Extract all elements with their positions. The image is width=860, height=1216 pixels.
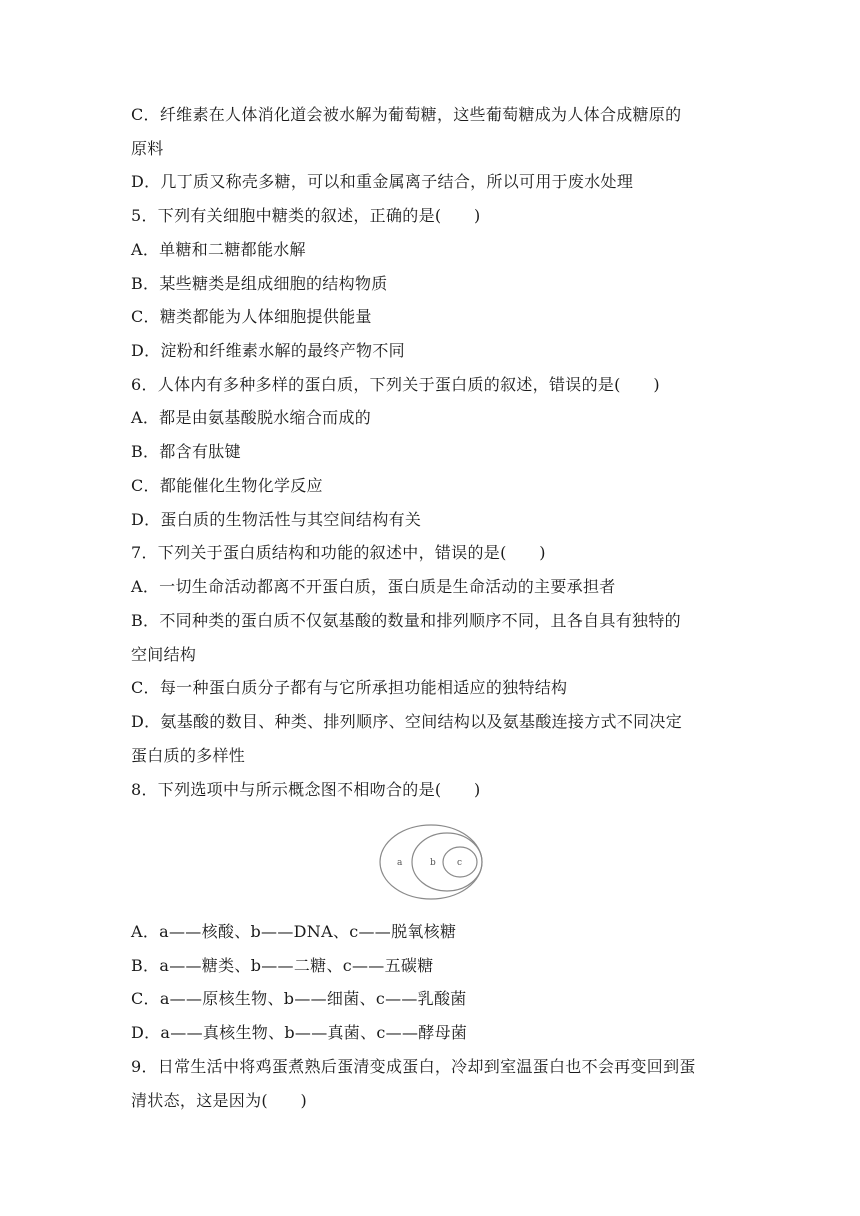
option-d-q8: D．a——真核生物、b——真菌、c——酵母菌: [131, 1023, 468, 1042]
question-7: 7．下列关于蛋白质结构和功能的叙述中，错误的是( ): [131, 543, 546, 562]
option-b-q5: B．某些糖类是组成细胞的结构物质: [131, 274, 388, 293]
option-d-q6: D．蛋白质的生物活性与其空间结构有关: [131, 510, 422, 529]
option-d-q5: D．淀粉和纤维素水解的最终产物不同: [131, 341, 405, 360]
option-d-q7-line1: D．氨基酸的数目、种类、排列顺序、空间结构以及氨基酸连接方式不同决定: [131, 712, 683, 731]
option-d-q4: D．几丁质又称壳多糖，可以和重金属离子结合，所以可用于废水处理: [131, 172, 634, 191]
option-b-q7-line1: B．不同种类的蛋白质不仅氨基酸的数量和排列顺序不同，且各自具有独特的: [131, 611, 681, 630]
nested-ellipses-figure: [376, 820, 488, 904]
question-9-line1: 9．日常生活中将鸡蛋煮熟后蛋清变成蛋白，冷却到室温蛋白也不会再变回到蛋: [131, 1057, 696, 1076]
option-c-q4-line2: 原料: [131, 139, 164, 158]
question-5: 5．下列有关细胞中糖类的叙述，正确的是( ): [131, 206, 481, 225]
option-c-q6: C．都能催化生物化学反应: [131, 476, 323, 495]
option-b-q7-line2: 空间结构: [131, 645, 197, 664]
option-c-q5: C．糖类都能为人体细胞提供能量: [131, 307, 372, 326]
label-c: c: [457, 858, 463, 868]
ellipse-b: [412, 833, 482, 891]
option-b-q8: B．a——糖类、b——二糖、c——五碳糖: [131, 956, 434, 975]
option-c-q8: C．a——原核生物、b——细菌、c——乳酸菌: [131, 989, 467, 1008]
question-8: 8．下列选项中与所示概念图不相吻合的是( ): [131, 780, 481, 799]
option-b-q6: B．都含有肽键: [131, 442, 241, 461]
option-c-q4-line1: C．纤维素在人体消化道会被水解为葡萄糖，这些葡萄糖成为人体合成糖原的: [131, 105, 682, 124]
option-a-q8: A．a——核酸、b——DNA、c——脱氧核糖: [131, 922, 457, 941]
concept-diagram: [376, 820, 488, 904]
option-c-q7: C．每一种蛋白质分子都有与它所承担功能相适应的独特结构: [131, 678, 568, 697]
question-9-line2: 清状态，这是因为( ): [131, 1091, 308, 1110]
option-a-q6: A．都是由氨基酸脱水缩合而成的: [131, 408, 372, 427]
option-a-q7: A．一切生命活动都离不开蛋白质，蛋白质是生命活动的主要承担者: [131, 577, 616, 596]
label-a: a: [397, 858, 403, 868]
option-a-q5: A．单糖和二糖都能水解: [131, 240, 306, 259]
option-d-q7-line2: 蛋白质的多样性: [131, 746, 246, 765]
label-b: b: [430, 858, 436, 868]
question-6: 6．人体内有多种多样的蛋白质，下列关于蛋白质的叙述，错误的是( ): [131, 375, 660, 394]
